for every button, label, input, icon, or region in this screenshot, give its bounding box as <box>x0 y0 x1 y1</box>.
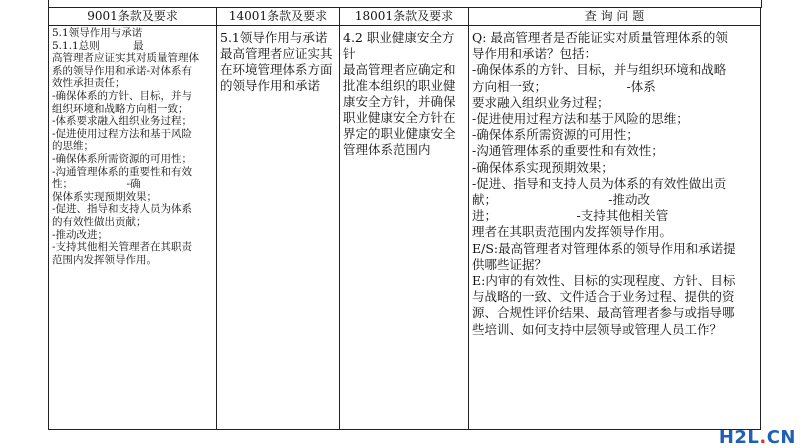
text-14001-requirements: 5.1领导作用与承诺 最高管理者应证实其 在环境管理体系方面 的领导作用和承诺 <box>220 30 333 93</box>
site-watermark-logo: H2L.CN <box>718 427 796 448</box>
cell-18001-requirements <box>340 26 469 430</box>
text-audit-questions: Q: 最高管理者是否能证实对质量管理体系的领 导作用和承诺？包括： -确保体系的方针、目标，并与组织环境和战略 方向相一致； -体系 要求融入组织业务过程； -促进使用过程方法和基于风险的思维； -确保体系所需资源的可用性； -沟通管理体系的重要性和有效性； -确保体系实现预期效果； -促进、指导和支持人员为体系的有效性做出贡 献； -推动改 进； -支持其他相关管 理者在其职责范围内发挥领导作用。 E/S:最高管理者对管理体系的领导作用和承诺提 供哪些证据？ E:内审的有效性、目标的实现程度、方针、目标 与战略的一致、文件适合于业务过程、提供的资 源、合规性评价结果、最高管理者参与或指导哪 些培训、如何支持中层领导或管理人员工作？ <box>472 30 736 337</box>
header-questions: 查 询 问 题 <box>469 8 761 26</box>
header-9001: 9001条款及要求 <box>49 8 217 26</box>
cell-9001-requirements <box>49 26 217 430</box>
header-row <box>49 8 761 26</box>
cell-14001-requirements <box>217 26 340 430</box>
text-9001-requirements: 5.1领导作用与承诺 5.1.1总则 最 高管理者应证实其对质量管理体 系的领导作用和承诺-对体系有 效性承担责任； -确保体系的方针、目标，并与 组织环境和战略方向相一致； -体系要求融入组织业务过程； -促进使用过程方法和基于风险 的思维； -确保体系所需资源的可用性； -沟通管理体系的重要性和有效 性； -确 保体系实现预期效果； -促进、指导和支持人员为体系 的有效性做出贡献； -推动改进； -支持其他相关管理者在其职责 范围内发挥领导作用。 <box>52 27 199 266</box>
cell-audit-questions <box>469 26 761 430</box>
table-row <box>49 26 761 430</box>
standards-comparison-table <box>48 7 761 430</box>
text-18001-requirements: 4.2 职业健康安全方 针 最高管理者应确定和 批准本组织的职业健 康安全方针，并确保 职业健康安全方针在 界定的职业健康安全 管理体系范围内 <box>343 30 456 157</box>
header-14001: 14001条款及要求 <box>217 8 340 26</box>
header-18001: 18001条款及要求 <box>340 8 469 26</box>
